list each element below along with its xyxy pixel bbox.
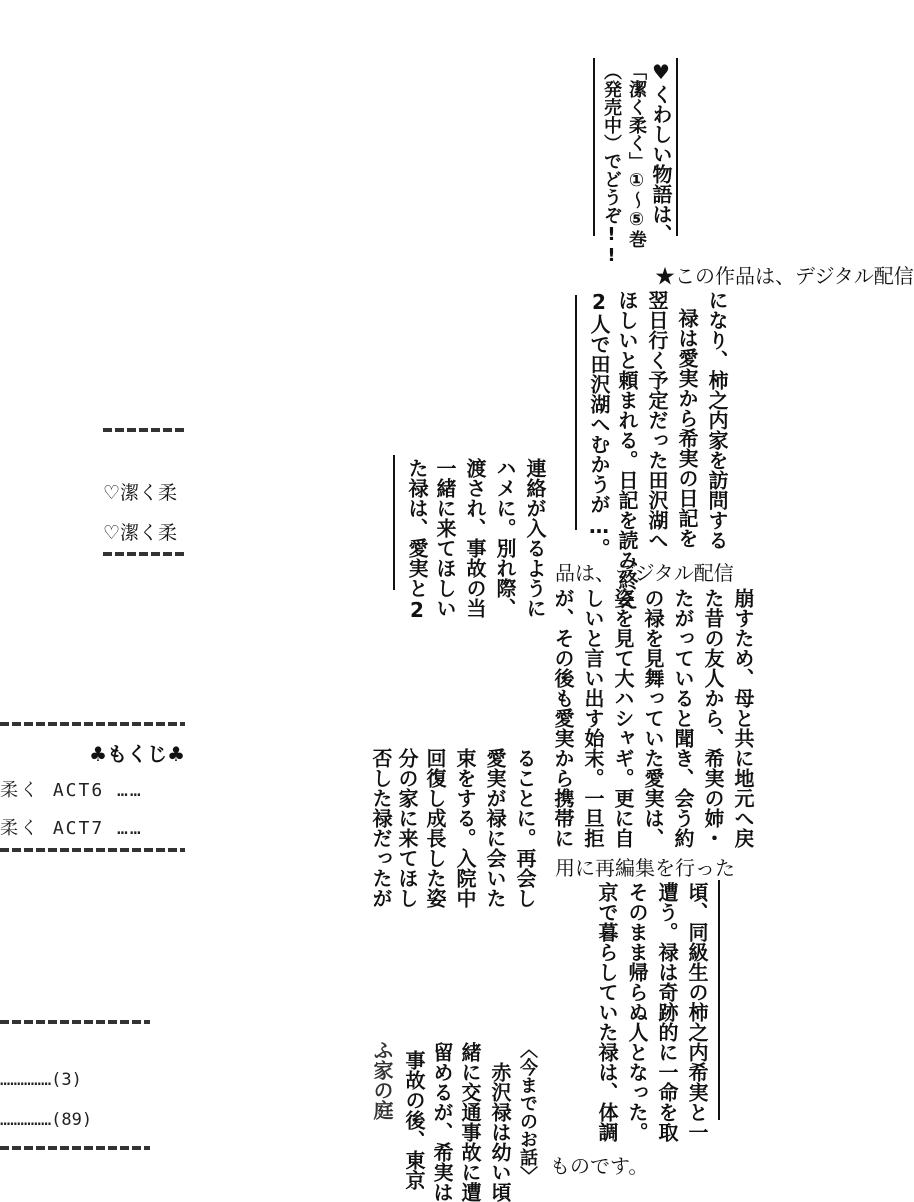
notice-line-1-fragment: 品は、デジタル配信 xyxy=(555,561,734,585)
synopsis-d-line-1: 崩すため、母と共に地元へ戻 xyxy=(731,588,755,848)
toc-entry-upper-2: ♡潔く柔 xyxy=(103,522,178,544)
synopsis-e-line-5: た禄は、愛実と2 xyxy=(405,458,429,622)
synopsis-b-line-3: そのまま帰らぬ人となった。 xyxy=(625,882,649,1142)
synopsis-a-line-2: 緒に交通事故に遭 xyxy=(458,1042,482,1202)
synopsis-c-line-3: 束をする。入院中 xyxy=(453,748,477,908)
toc-divider-3 xyxy=(0,722,185,726)
toc-divider-5 xyxy=(0,1020,150,1024)
toc-divider-1 xyxy=(103,428,185,432)
synopsis-heading: 〈今までのお話〉 xyxy=(517,1040,538,1184)
synopsis-f-line-2: 禄は愛実から希実の日記を xyxy=(675,308,699,548)
synopsis-d-line-5: 姿を見て大ハシャギ。更に自 xyxy=(611,588,635,848)
synopsis-b-line-1: 頃、同級生の柿之内希実と一 xyxy=(685,882,709,1142)
synopsis-b-line-4: 京で暮らしていた禄は、体調 xyxy=(595,882,619,1142)
synopsis-e-line-1: 連絡が入るように xyxy=(523,458,547,618)
synopsis-rule-e xyxy=(393,455,395,590)
synopsis-d-line-4: の禄を見舞っていた愛実は、 xyxy=(641,588,665,848)
toc-entry-upper-1: ♡潔く柔 xyxy=(103,482,178,504)
synopsis-e-line-4: 一緒に来てほしい xyxy=(433,458,457,618)
synopsis-a-edge-fragment: ふ家の庭 xyxy=(370,1040,394,1120)
synopsis-a-line-1: 赤沢禄は幼い頃 xyxy=(488,1062,512,1202)
toc-divider-6 xyxy=(0,1146,150,1150)
synopsis-f-line-1: になり、柿之内家を訪問する xyxy=(705,290,729,550)
toc-heading: ♣もくじ♣ xyxy=(89,742,185,766)
promo-line-2: 「潔く柔く」①〜⑤巻 xyxy=(626,62,647,248)
synopsis-e-line-3: 渡され、事故の当 xyxy=(463,458,487,618)
synopsis-c-line-2: 愛実が禄に会いた xyxy=(483,748,507,908)
synopsis-rule-f xyxy=(575,295,577,530)
synopsis-a-line-3: 留めるが、希実は xyxy=(430,1042,454,1202)
toc-divider-4 xyxy=(0,848,185,852)
promo-line-1: ♥くわしい物語は、 xyxy=(649,60,673,244)
synopsis-f-line-5: 2人で田沢湖へむかうが…。 xyxy=(587,290,611,558)
synopsis-c-line-4: 回復し成長した姿 xyxy=(423,748,447,908)
toc-page-2: ……………(89) xyxy=(0,1110,93,1130)
synopsis-f-line-3: 翌日行く予定だった田沢湖へ xyxy=(645,290,669,550)
synopsis-f-line-4: ほしいと頼まれる。日記を読み終え xyxy=(615,290,639,610)
synopsis-d-line-3: たがっていると聞き、会う約 xyxy=(671,588,695,848)
synopsis-c-line-1: ることに。再会し xyxy=(513,748,537,908)
synopsis-d-line-7: が、その後も愛実から携帯に xyxy=(551,588,575,848)
notice-line-2: 用に再編集を行った xyxy=(555,856,735,880)
synopsis-d-line-2: た昔の友人から、希実の姉・ xyxy=(701,588,725,848)
synopsis-c-line-5: 分の家に来てほし xyxy=(395,748,419,908)
synopsis-e-line-2: ハメに。別れ際、 xyxy=(493,458,517,618)
synopsis-c-line-6: 否した禄だったが xyxy=(369,748,393,908)
toc-divider-2 xyxy=(103,552,185,556)
toc-page-1: ……………(3) xyxy=(0,1070,82,1090)
synopsis-d-line-6: しいと言い出す始末。一旦拒 xyxy=(581,588,605,848)
promo-rule-right xyxy=(676,58,678,236)
synopsis-a-line-4: 事故の後、東京 xyxy=(402,1050,426,1190)
notice-line-3: ものです。 xyxy=(550,1154,649,1178)
promo-rule-left xyxy=(593,58,595,236)
synopsis-b-line-2: 遭う。禄は奇跡的に一命を取 xyxy=(655,882,679,1142)
toc-entry-lower-1: 柔く ACT6 …… xyxy=(0,780,143,801)
toc-entry-lower-2: 柔く ACT7 …… xyxy=(0,818,143,839)
synopsis-rule-b xyxy=(718,880,720,1120)
promo-line-3: （発売中）でどうぞ!! xyxy=(601,62,622,266)
notice-line-1: ★この作品は、デジタル配信 xyxy=(655,264,914,288)
